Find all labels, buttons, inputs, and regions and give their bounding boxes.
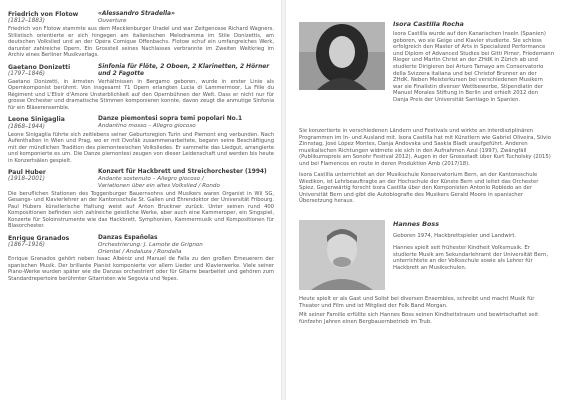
portrait-image (299, 220, 385, 290)
composer-years: (1918–2001) (8, 176, 45, 183)
composer-name: Friedrich von Flotow (8, 11, 79, 18)
work-title: Sinfonia für Flöte, 2 Oboen, 2 Klarinetten, 2 Hörner und 2 Fagotte (98, 63, 270, 77)
composer-years: (1797–1846) (8, 70, 45, 77)
composer-name: Enrique Granados (8, 234, 70, 242)
work-title: Danzas Españolas (98, 234, 158, 241)
composer-bio: Leone Sinigaglia führte sich zeitlebens seiner Geburtsregion Turin und Piemont eng verbunden. Nach Aufenthalten in Wien und Prag, wo er mit Dvořák zusammenarbeitete, begann seine Beschäftigung mit der mündlichen Tradition des piemontesischen Volksliedes. Er sammelte das Liedgut, arrangierte und komponierte es um. Die Danze piemontesi zeugen von dieser Leidenschaft und werden bis heute in Konzertsälen gespielt. (8, 131, 274, 164)
work-subtitle: Ouverture (98, 18, 127, 24)
artist-photo (299, 22, 385, 90)
composer-bio: Gaetano Donizetti, in ärmsten Verhältnissen in Bergamo geboren, wurde in erster Linie als Opernkomponist berühmt. Von insgesamt 71 Opern erlangten Lucia di Lammermoor, La Fille du Régiment und L'Elisir d'Amore Unsterblichkeit auf den Opernbühnen der Welt. Dass er nicht nur für grosse Orchester und dramatische Stimmen komponieren konnte, davon zeugt die anmutige Sinfonia für ein Bläserensemble. (8, 78, 274, 111)
composer-entry (8, 235, 274, 283)
composer-name: Leone Sinigaglia (8, 116, 65, 124)
composer-name: Gaetano Donizetti (8, 63, 71, 71)
work-subtitle: Variationen über ein altes Volkslied / Rondo (98, 182, 220, 189)
composer-bio: Friedrich von Flotow stammte aus dem Mecklenburger Uradel und war Zeitgenosse Richard Wagners. Stilistisch orientierte er sich hingegen am italienischen Melodramma im Stile Donizettis, am deutschen Volkslied und an der Opéra Comique Offenbachs. Flotow schuf ein umfangreiches Werk, darunter zahlreiche Opern. Ein Grossteil seines Nachlasses verbrannte im Zweiten Weltkrieg im Archiv eines Berliner Musikverlags. (8, 26, 274, 59)
artist-bio-paragraph: Sie konzertierte in verschiedenen Ländern und Festivals und wirkte an interdisziplinären Programmen im In- und Ausland mit. Isora Castilla hat mit Künstlern wie Gabriel Oliveira, Silvio Zinnstag, José López Montes, Danja Andovska und Saskia Bladt uraufgeführt. Anderen musikalischen Richtungen widmete sie sich in den Aufnahmen Azul (1997), Zwängfäll (Publikumspreis am Sonohr Festival 2012), Augen in der Grossstadt über Kurt Tucholsky (2015) und bei Flamencos en route in deren Produktion Amb (2017/18). (299, 128, 551, 167)
composer-bio: Enrique Granados gehört neben Isaac Albéniz und Manuel de Falla zu den großen Erneuerern der spanischen Musik. Der brillante Pianist komponierte vor allem Lieder und Klavierwerke. Viele seiner Piano-Werke wurden später wie die Danzas orchestriert oder für Gitarre bearbeitet und gehören zum Standardrepertoire berühmter Gitarristen wie Segovia und Yepes. (8, 256, 274, 282)
work-title: Danze piemontesi sopra temi popolari No.1 (98, 116, 243, 123)
artist-name: Hannes Boss (393, 220, 439, 228)
artist-bio-paragraph: Hannes spielt seit frühester Kindheit Volksmusik. Er studierte Musik am Sekundarlehramt der Universität Bern, unterrichtete an der Volksschule sowie als Lehrer für Hackbrett an Musikschulen. (393, 245, 549, 271)
page-fold (281, 0, 286, 400)
composer-entry (8, 116, 274, 164)
artist-bio-paragraph: Mit seiner Familie erfüllte sich Hannes Boss seinen Kindheitstraum und bewirtschaftet seit fünfzehn Jahren einen Bergbauernbetrieb im Trub. (299, 312, 539, 325)
composer-years: (1868–1944) (8, 123, 45, 130)
work-subtitle: Andante sostenuto – Allegro giocoso / (98, 176, 204, 183)
artist-bio-paragraph: Isora Castilla unterrichtet an der Musikschule Konservatorium Bern, an der Kantonsschule Wiedikon, ist Lehrbeauftragte an der Hochschule der Künste Bern und leitet das Orchester Spiez. Gegenwärtig forscht Isora Castilla über den Komponisten Antonio Robledo an der Universität Bern und gibt die Autobiografie des Musikers Gerald Moore in spanischer Übersetzung heraus. (299, 172, 539, 205)
composer-years: (1812–1883) (8, 18, 45, 25)
composer-entry (8, 11, 274, 59)
work-title: «Alessandro Stradella» (98, 11, 175, 17)
work-title: Konzert für Hackbrett und Streichorchester (1994) (98, 169, 267, 176)
composer-entry (8, 64, 274, 112)
composer-bio: Die beruflichen Stationen des Toggenburger Bauernsohns und Musikers waren Organist in Wil SG, Gesangs- und Klavierlehrer an der Kantonsschule St. Gallen und Ehrendoktor der Universität Fribourg. Paul Hubers künstlerische Haltung weist auf Anton Bruckner zurück. Unter seinen rund 400 Kompositionen befinden sich zahlreiche geistliche Werke, aber auch eine Kammeroper, ein Singspiel, Konzerte für Soloinstrumente wie das Hackbrett, Symphonien, Kammermusik und Kompositionen für Blasorchester. (8, 190, 274, 230)
artist-photo (299, 220, 385, 290)
work-subtitle: Orchestrierung: J. Lamote de Grignon (98, 241, 203, 248)
work-subtitle: Andantino mosso – Allegro giocoso (98, 123, 196, 130)
composer-notes-page (8, 11, 274, 287)
artist-bio-paragraph: Geboren 1974, Hackbrettspieler und Landwirt. (393, 233, 517, 239)
composer-name: Paul Huber (8, 169, 46, 177)
artist-bio-paragraph: Heute spielt er als Gast und Solist bei diversen Ensembles, schreibt und macht Musik für Theater und Film und ist Mitglied der Folk Band Morgan. (299, 296, 535, 309)
portrait-image (299, 22, 385, 90)
composer-years: (1867–1916) (8, 241, 45, 248)
composer-entry (8, 169, 274, 230)
artist-bio-intro: Isora Castilla wurde auf den Kanarischen Inseln (Spanien) geboren, wo sie Geige und Klavier studierte. Sie schloss erfolgreich den Master of Arts in Specialized Performance und Diplom of Advanced Studies bei Gitti Pirner, Friedemann Rieger und Martin Christ an der ZHdK in Zürich ab und studierte Dirigieren bei Arturo Tamayo am Conservatorio della Svizzera italiana und bei Christof Brunner an der ZHdK. Neben Meisterkursen bei verschiedenen Musikern war sie Finalistin diverser Wettbewerbe, Stipendiatin der Manuel Morales Stiftung in Berlin und erhielt 2012 den Danja Preis der Universität Santiago in Spanien. (393, 31, 554, 103)
artist-name: Isora Castilla Rocha (393, 20, 464, 28)
work-subtitle: Oriental / Andaluza / Rondalla (98, 248, 182, 255)
